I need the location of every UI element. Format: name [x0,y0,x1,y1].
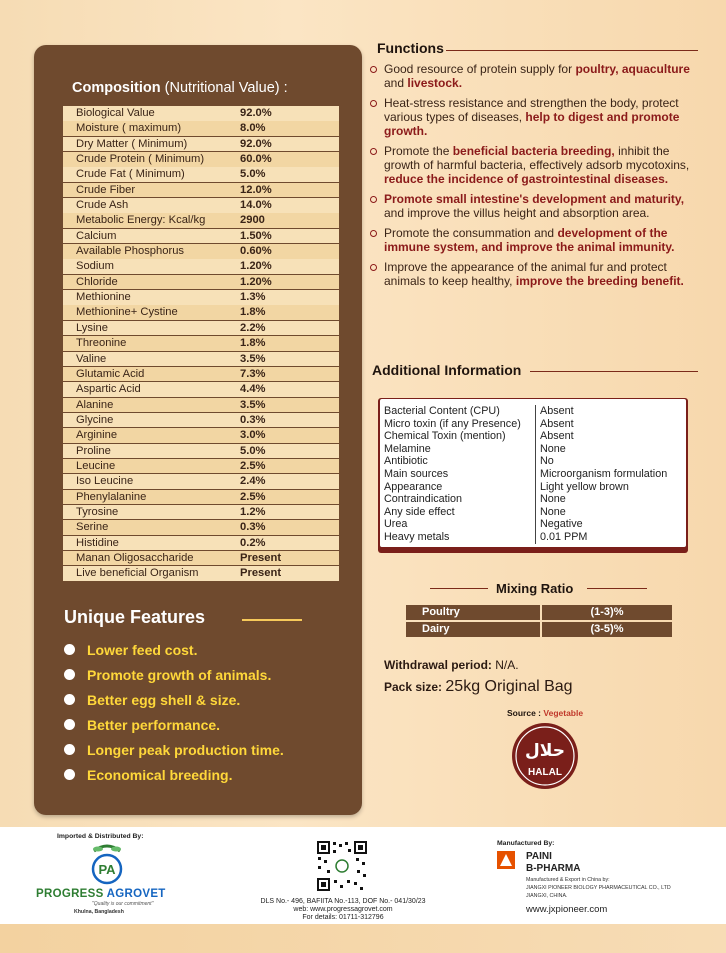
mixing-ratio-value: (1-3)% [542,605,672,620]
composition-name: Iso Leucine [76,475,134,488]
function-text: inhibit the growth of harmful bacteria, effectively adsorb mycotoxins, [384,144,690,172]
halal-latin: HALAL [528,767,562,778]
composition-name: Crude Fat ( Minimum) [76,168,185,181]
manufacturer-details: Manufactured & Export in China by: JIANGXI PIONEER BIOLOGY PHARMACEUTICAL CO., LTD JIANGXI, CHINA. [526,877,671,899]
unique-features-list [64,637,284,787]
composition-value: 1.2% [240,505,266,518]
composition-value: 1.20% [240,260,272,273]
mixing-species: Poultry [406,605,540,620]
functions-title: Functions [377,40,444,56]
info-row [384,481,667,494]
feature-item [64,737,284,762]
bullet-icon [370,230,377,237]
composition-value: 0.60% [240,245,272,258]
composition-row [63,336,339,351]
info-value: None [540,493,566,506]
bullet-icon [64,719,75,730]
composition-value: 92.0% [240,107,272,119]
info-key: Antibiotic [384,455,536,468]
composition-value: 1.3% [240,291,266,304]
license-info: DLS No.- 496, BAFIITA No.-113, DOF No.- 041/30/23 web: www.progressagrovet.com For details: 01711-312796 [260,898,426,921]
composition-name: Phenylalanine [76,490,147,503]
composition-row [63,229,339,244]
composition-value: 3.5% [240,398,266,411]
divider [242,619,302,621]
info-key: Melamine [384,443,536,456]
info-key: Chemical Toxin (mention) [384,430,536,443]
source-label: Source : Vegetable [507,708,584,718]
composition-value: 1.8% [240,337,266,350]
composition-name: Biological Value [76,107,155,119]
function-text: and [384,76,408,90]
composition-title: Composition (Nutritional Value) : [72,80,288,96]
composition-row [63,459,339,474]
brand-tagline: "Quality is our commitment" [92,901,154,907]
info-row [384,418,667,431]
composition-value: Present [240,551,282,564]
bullet-icon [370,100,377,107]
composition-value: 2900 [240,214,265,227]
function-text: improve the breeding benefit. [515,274,684,288]
divider [530,371,698,372]
feature-text: Better egg shell & size. [87,691,241,708]
composition-value: 2.5% [240,459,266,472]
qr-code [316,840,368,892]
bullet-icon [370,148,377,155]
composition-name: Dry Matter ( Minimum) [76,137,188,150]
composition-value: 4.4% [240,383,266,396]
composition-value: 0.3% [240,521,266,534]
info-row [384,405,667,418]
function-text: Good resource of protein supply for [384,62,576,76]
composition-name: Tyrosine [76,505,119,518]
composition-row [63,167,339,182]
feature-text: Longer peak production time. [87,741,284,758]
composition-row [63,106,339,121]
function-item [370,260,705,288]
composition-value: 0.3% [240,413,266,426]
feature-item [64,712,284,737]
composition-name: Leucine [76,459,116,472]
composition-row [63,121,339,136]
composition-row [63,305,339,320]
pack-size: Pack size: 25kg Original Bag [384,678,573,695]
composition-row [63,520,339,535]
info-key: Any side effect [384,506,536,519]
composition-row [63,213,339,228]
info-row [384,443,667,456]
bullet-icon [64,769,75,780]
composition-value: 7.3% [240,367,266,380]
withdrawal-period: Withdrawal period: N/A. [384,658,519,672]
mixing-species: Dairy [406,622,540,637]
composition-name: Manan Oligosaccharide [76,551,194,564]
svg-text:PA: PA [98,862,116,877]
info-key: Micro toxin (if any Presence) [384,418,536,431]
composition-row [63,352,339,367]
info-value: None [540,442,566,455]
feature-text: Lower feed cost. [87,641,198,658]
composition-row [63,275,339,290]
composition-row [63,183,339,198]
feature-text: Better performance. [87,716,221,733]
manufacturer-name: PAINI [526,851,552,862]
additional-info-table [384,405,667,544]
function-text: beneficial bacteria breeding, [452,144,615,158]
bullet-icon [64,669,75,680]
info-row [384,468,667,481]
composition-name: Aspartic Acid [76,383,141,396]
feature-item [64,762,284,787]
composition-row [63,444,339,459]
composition-row [63,244,339,259]
function-item [370,96,705,138]
composition-row [63,551,339,566]
composition-value: 2.5% [240,490,266,503]
composition-name: Moisture ( maximum) [76,122,182,135]
mixing-ratio-value: (3-5)% [542,622,672,637]
halal-arabic: حلال [525,741,565,761]
composition-name: Metabolic Energy: Kcal/kg [76,214,206,227]
composition-value: 0.2% [240,536,266,549]
composition-value: 3.5% [240,352,266,365]
divider [430,588,488,589]
mixing-row [406,605,672,620]
composition-name: Methionine+ Cystine [76,306,178,319]
composition-name: Crude Protein ( Minimum) [76,153,205,166]
composition-row [63,321,339,336]
function-text: development of the immune system, and improve the animal immunity. [384,226,675,254]
composition-name: Histidine [76,536,119,549]
progress-agrovet-logo [76,843,138,887]
composition-row [63,536,339,551]
function-text: Heat-stress resistance and strengthen the body, protect various types of diseases, [384,96,679,124]
bullet-icon [64,744,75,755]
composition-name: Threonine [76,337,127,350]
composition-name: Crude Fiber [76,183,136,196]
brand-name: PROGRESS AGROVET [36,888,166,900]
bullet-icon [64,694,75,705]
composition-row [63,566,339,581]
function-item [370,226,705,254]
functions-list [370,62,705,294]
info-value: Absent [540,417,574,430]
function-text: Promote the consummation and [384,226,558,240]
composition-value: 2.4% [240,475,266,488]
feature-item [64,687,284,712]
composition-name: Lysine [76,321,108,334]
composition-value: 60.0% [240,153,272,166]
composition-name: Arginine [76,429,118,442]
composition-name: Alanine [76,398,114,411]
composition-name: Glycine [76,413,114,426]
mixing-ratio-table [406,605,672,639]
info-value: Absent [540,430,574,443]
bullet-icon [370,196,377,203]
composition-row [63,398,339,413]
composition-value: 14.0% [240,199,272,212]
info-value: Negative [540,518,583,531]
composition-value: Present [240,567,282,580]
info-value: Light yellow brown [540,480,629,493]
feature-item [64,662,284,687]
feature-text: Promote growth of animals. [87,666,272,683]
composition-table [63,106,339,582]
composition-name: Crude Ash [76,199,129,212]
composition-row [63,198,339,213]
footer-stripe [0,924,726,953]
function-text: and improve the villus height and absorption area. [384,206,650,220]
info-key: Urea [384,518,536,531]
composition-row [63,367,339,382]
info-value: Microorganism formulation [540,467,668,480]
halal-logo [511,722,579,790]
info-row [384,531,667,544]
composition-name: Methionine [76,291,131,304]
composition-row [63,505,339,520]
composition-name: Live beneficial Organism [76,567,199,580]
info-key: Appearance [384,481,536,494]
composition-row [63,290,339,305]
manufacturer-name-2: B-PHARMA [526,863,581,874]
composition-name: Proline [76,444,111,457]
info-row [384,493,667,506]
composition-value: 5.0% [240,444,266,457]
feature-text: Economical breeding. [87,766,233,783]
composition-row [63,382,339,397]
composition-name: Glutamic Acid [76,367,145,380]
info-value: None [540,505,566,518]
divider [587,588,647,589]
composition-name: Serine [76,521,109,534]
info-row [384,430,667,443]
composition-name: Available Phosphorus [76,245,185,258]
composition-row [63,259,339,274]
function-item [370,192,705,220]
function-text: poultry, aquaculture [575,62,690,76]
function-item [370,62,705,90]
composition-value: 3.0% [240,429,266,442]
composition-value: 2.2% [240,321,266,334]
composition-row [63,413,339,428]
info-value: 0.01 PPM [540,530,588,543]
composition-name: Calcium [76,229,117,242]
info-key: Main sources [384,468,536,481]
function-text: Improve the appearance of the animal fur and protect animals to keep healthy, [384,260,667,288]
mixing-row [406,622,672,637]
manufacturer-label: Manufactured By: [497,840,555,847]
composition-row [63,490,339,505]
info-key: Heavy metals [384,531,536,544]
bullet-icon [64,644,75,655]
info-row [384,506,667,519]
brand-location: Khulna, Bangladesh [74,909,124,915]
composition-value: 5.0% [240,168,266,181]
composition-name: Chloride [76,275,118,288]
composition-value: 1.20% [240,275,272,288]
function-text: livestock. [407,76,463,90]
info-value: Absent [540,405,574,417]
function-item [370,144,705,186]
divider [446,50,698,51]
bullet-icon [370,264,377,271]
manufacturer-website[interactable]: www.jxpioneer.com [526,904,608,915]
function-text: help to digest and promote growth. [384,110,680,138]
info-row [384,455,667,468]
composition-name: Valine [76,352,107,365]
info-value: No [540,455,554,468]
function-text: Promote small intestine's development and maturity, [384,192,685,206]
unique-features-title: Unique Features [64,607,206,627]
composition-value: 92.0% [240,137,272,150]
composition-row [63,474,339,489]
feature-item [64,637,284,662]
composition-row [63,152,339,167]
function-text: reduce the incidence of gastrointestinal diseases. [384,172,669,186]
info-row [384,518,667,531]
function-text: Promote the [384,144,453,158]
composition-row [63,428,339,443]
mixing-ratio-title: Mixing Ratio [496,581,574,596]
composition-name: Sodium [76,260,114,273]
info-key: Bacterial Content (CPU) [384,405,536,418]
composition-row [63,137,339,152]
info-key: Contraindication [384,493,536,506]
composition-value: 1.50% [240,229,272,242]
paini-logo [497,851,515,869]
composition-value: 8.0% [240,122,266,135]
additional-info-title: Additional Information [372,362,522,378]
composition-value: 1.8% [240,306,266,319]
bullet-icon [370,66,377,73]
imported-label: Imported & Distributed By: [57,833,144,840]
composition-value: 12.0% [240,183,272,196]
